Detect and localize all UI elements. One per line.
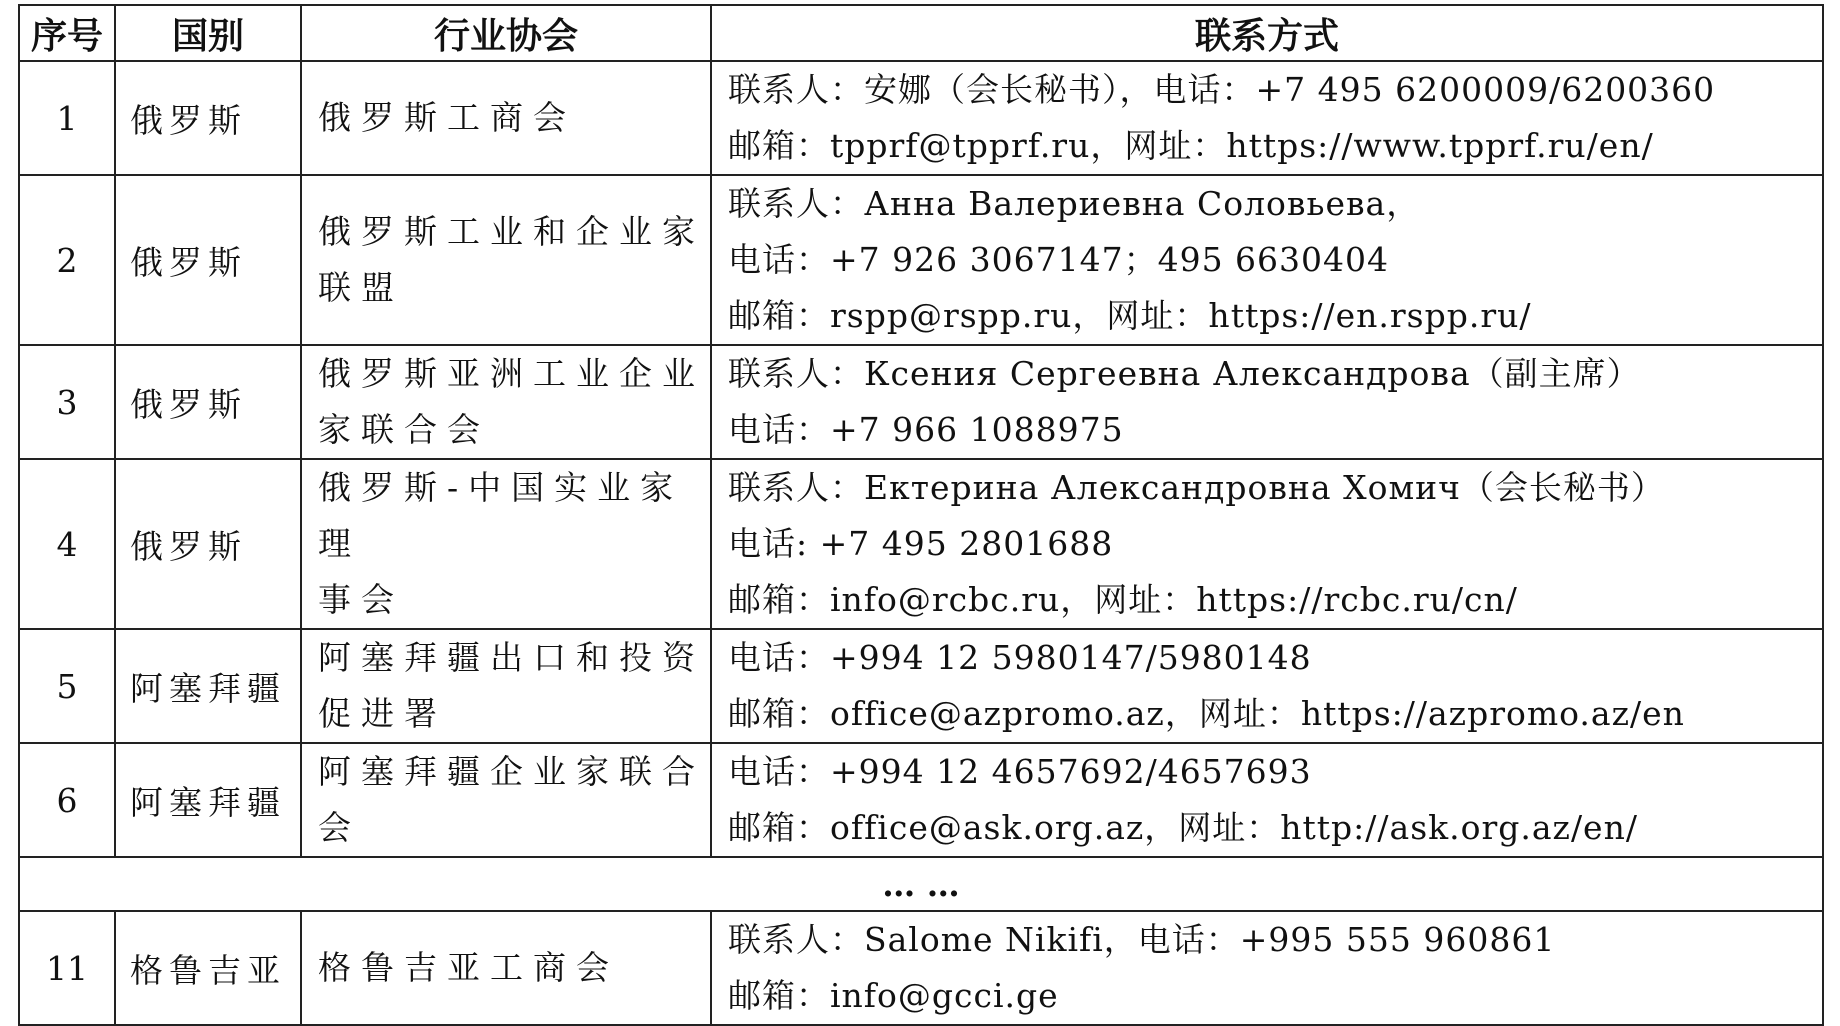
contact-cell	[711, 345, 1823, 459]
row-number: 5	[19, 629, 115, 743]
ellipsis-text: … …	[19, 857, 1823, 911]
association-cell	[301, 61, 711, 175]
header-row	[19, 5, 1823, 61]
contact-line: 联系人：Ксения Сергеевна Александрова（副主席）	[728, 354, 1641, 393]
table-row	[19, 175, 1823, 345]
header-association: 行业协会	[301, 5, 711, 61]
header-no: 序号	[19, 5, 115, 61]
contact-cell	[711, 175, 1823, 345]
table-row	[19, 743, 1823, 857]
country-cell: 俄罗斯	[115, 175, 301, 345]
association-line: 家联合会	[318, 410, 490, 449]
country-cell: 俄罗斯	[115, 61, 301, 175]
association-cell	[301, 345, 711, 459]
contact-line: 邮箱：tpprf@tpprf.ru，网址：https://www.tpprf.ru/en/	[728, 126, 1654, 165]
association-line: 俄罗斯亚洲工业企业	[318, 354, 705, 393]
contact-cell	[711, 743, 1823, 857]
association-line: 事会	[318, 580, 404, 619]
ellipsis-row	[19, 857, 1823, 911]
contact-line: 电话：+7 966 1088975	[728, 410, 1124, 449]
association-cell	[301, 459, 711, 629]
table-row	[19, 459, 1823, 629]
association-cell	[301, 175, 711, 345]
contact-line: 邮箱：office@azpromo.az，网址：https://azpromo.az/en	[728, 694, 1685, 733]
contact-cell	[711, 629, 1823, 743]
association-cell	[301, 629, 711, 743]
country-cell: 格鲁吉亚	[115, 911, 301, 1025]
contact-cell	[711, 459, 1823, 629]
country-cell: 俄罗斯	[115, 459, 301, 629]
contact-line: 电话：+994 12 5980147/5980148	[728, 638, 1312, 677]
association-line: 会	[318, 808, 361, 847]
table-row	[19, 345, 1823, 459]
table-row	[19, 629, 1823, 743]
row-number: 2	[19, 175, 115, 345]
country-cell: 阿塞拜疆	[115, 629, 301, 743]
row-number: 4	[19, 459, 115, 629]
association-line: 阿塞拜疆企业家联合	[318, 752, 705, 791]
contact-line: 电话：+7 926 3067147；495 6630404	[728, 240, 1390, 279]
contact-line: 电话：+994 12 4657692/4657693	[728, 752, 1312, 791]
contact-line: 电话: +7 495 2801688	[728, 524, 1114, 563]
association-line: 俄罗斯工商会	[318, 98, 576, 137]
association-line: 阿塞拜疆出口和投资	[318, 638, 705, 677]
contact-line: 联系人：Ектерина Александровна Хомич（会长秘书）	[728, 468, 1665, 507]
table-row	[19, 61, 1823, 175]
row-number: 3	[19, 345, 115, 459]
contact-cell	[711, 911, 1823, 1025]
association-line: 联盟	[318, 268, 404, 307]
contact-line: 邮箱：office@ask.org.az，网址：http://ask.org.az/en/	[728, 808, 1638, 847]
contact-cell	[711, 61, 1823, 175]
contact-line: 邮箱：rspp@rspp.ru，网址：https://en.rspp.ru/	[728, 296, 1532, 335]
association-cell	[301, 743, 711, 857]
row-number: 1	[19, 61, 115, 175]
contact-line: 邮箱：info@gcci.ge	[728, 976, 1059, 1015]
row-number: 6	[19, 743, 115, 857]
country-cell: 阿塞拜疆	[115, 743, 301, 857]
association-line: 俄罗斯-中国实业家理	[318, 468, 684, 563]
header-country: 国别	[115, 5, 301, 61]
contact-table	[18, 4, 1824, 1026]
association-line: 格鲁吉亚工商会	[318, 948, 619, 987]
header-contact: 联系方式	[711, 5, 1823, 61]
association-cell	[301, 911, 711, 1025]
table-row	[19, 911, 1823, 1025]
association-line: 促进署	[318, 694, 447, 733]
contact-line: 联系人：安娜（会长秘书），电话：+7 495 6200009/6200360	[728, 70, 1716, 109]
association-line: 俄罗斯工业和企业家	[318, 212, 705, 251]
contact-line: 邮箱：info@rcbc.ru，网址：https://rcbc.ru/cn/	[728, 580, 1518, 619]
contact-line: 联系人：Salome Nikifi，电话：+995 555 960861	[728, 920, 1556, 959]
contact-line: 联系人：Анна Валериевна Соловьева，	[728, 184, 1421, 223]
country-cell: 俄罗斯	[115, 345, 301, 459]
row-number: 11	[19, 911, 115, 1025]
